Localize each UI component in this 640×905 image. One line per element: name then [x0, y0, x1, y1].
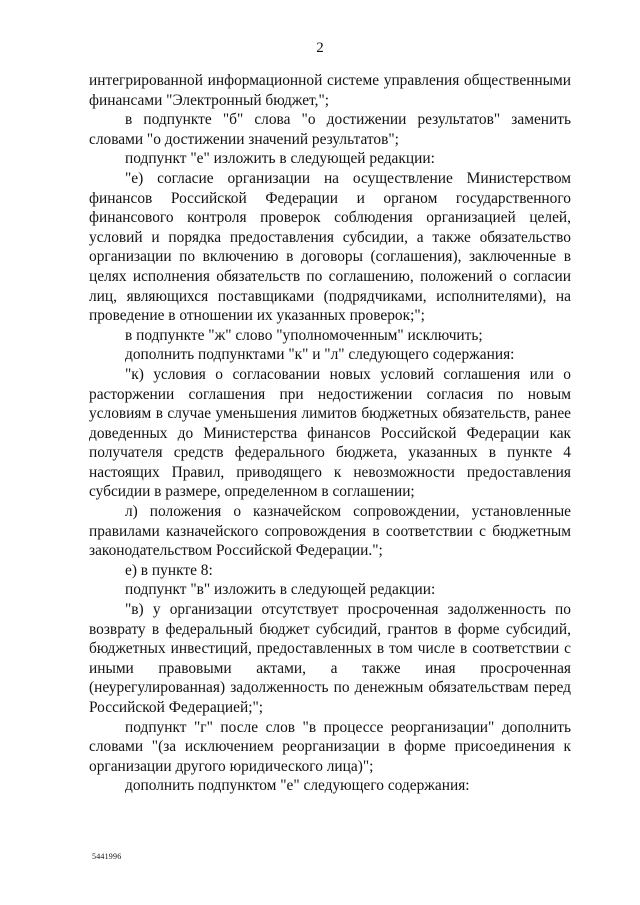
paragraph: л) положения о казначейском сопровождении, установленные правилами казначейского сопровождения в соответствии с бюджетным законодательством Российской Федерации."; [89, 503, 571, 560]
document-code: 5441996 [92, 852, 122, 861]
paragraph: интегрированной информационной системе управления общественными финансами "Электронный бюджет,"; [89, 72, 571, 109]
page-number: 2 [316, 40, 324, 56]
paragraph: подпункт "в" изложить в следующей редакции: [125, 581, 436, 599]
paragraph: в подпункте "б" слова "о достижении результатов" заменить словами "о достижении значений результатов"; [89, 111, 571, 148]
document-body [89, 71, 571, 796]
paragraph: подпункт "е" изложить в следующей редакции: [125, 150, 435, 168]
paragraph: "е) согласие организации на осуществление Министерством финансов Российской Федерации и органом государственного финансового контроля проверок соблюдения организацией целей, условий и порядка предоставления субсидии, а также обязательство организации по включению в договоры (соглашения), заключенные в целях исполнения обязательств по соглашению, положений о согласии лиц, являющихся поставщиками (подрядчиками, исполнителями), на проведение в отношении их указанных проверок;"; [89, 169, 571, 325]
paragraph: "в) у организации отсутствует просроченная задолженность по возврату в федеральный бюджет субсидий, грантов в форме субсидий, бюджетных инвестиций, предоставленных в том числе в соответствии с иными правовыми актами, а также иная просроченная (неурегулированная) задолженность по денежным обязательствам перед Российской Федерацией;"; [89, 601, 571, 716]
paragraph: дополнить подпунктом "е" следующего содержания: [125, 777, 470, 795]
paragraph: "к) условия о согласовании новых условий соглашения или о расторжении соглашения при недостижении согласия по новым условиям в случае уменьшения лимитов бюджетных обязательств, ранее доведенных до Министерства финансов Российской Федерации как получателя средств федерального бюджета, указанных в пункте 4 настоящих Правил, приводящего к невозможности предоставления субсидии в размере, определенном в соглашении; [89, 365, 571, 501]
paragraph: е) в пункте 8: [125, 561, 213, 579]
paragraph: в подпункте "ж" слово "уполномоченным" исключить; [125, 326, 483, 344]
paragraph: подпункт "г" после слов "в процессе реорганизации" дополнить словами "(за исключением реорганизации в форме присоединения к организации другого юридического лица)"; [89, 718, 571, 775]
paragraph: дополнить подпунктами "к" и "л" следующего содержания: [125, 346, 515, 364]
